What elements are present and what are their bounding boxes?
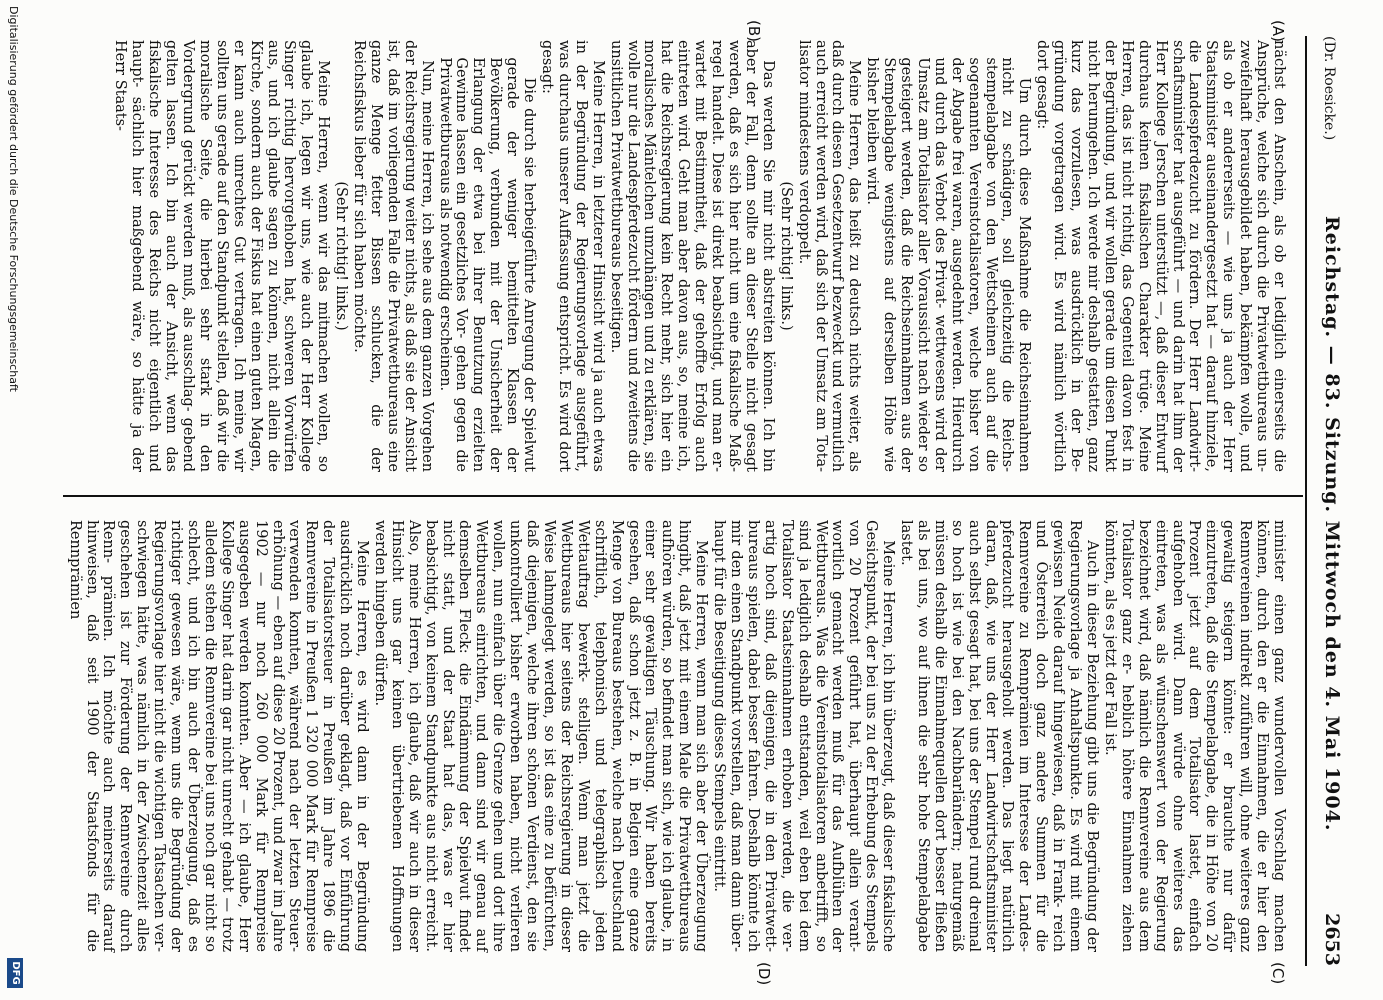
- paragraph: nächst den Anschein, als ob er lediglich einerseits die Ansprüche, welche sich durch die Privatwettbureaus un- zweifelhaft herausgebildet haben, bekämpfen wolle, und als ob er andererseits — wie uns ja auch der Herr Staatsminister auseinandergesetzt hat — darauf hinziele, die Landespferdezucht zu fördern. Der Herr Landwirt- schaftsminister hat ausgeführt — und darin hat ihm der Herr Kollege Jerschen unterstützt —, daß dieser Entwurf durchaus keinen fiskalischen Charakter trüge. Meine Herren, das ist nicht richtig, das Gegenteil davon fest in der Begründung, und wir wollen gerade um diesen Punkt nicht herumgehen. Ich werde mir deshalb gestatten, ganz kurz das vorzulesen, was ausdrücklich in der Be- gründung vorgetragen wird. Es wird nämlich wörtlich dort gesagt:: [1034, 40, 1287, 472]
- digitization-credit: Digitalisierung gefördert durch die Deutsche Forschungsgemeinschaft: [7, 6, 20, 392]
- margin-marker-b: (B): [745, 20, 763, 42]
- page-footer: [0, 0, 27, 1000]
- right-text-column: [66, 520, 1287, 952]
- paragraph: Meine Herren, in letzterer Hinsicht wird ja auch etwas in der Begründung der Regierungsvorlage ausgeführt, was durchaus unserer Auffassung entspricht. Es wird dort gesagt:: [539, 40, 606, 472]
- interjection: (Sehr richtig! links.): [777, 181, 794, 331]
- quote-paragraph: Um durch diese Maßnahme die Reichseinnahmen nicht zu schädigen, soll gleichzeitig die Reichs- stempelabgabe von den Wettscheinen auch auf die sogenannten Vereinstotalisatoren, welche bisher von der Abgabe frei waren, ausgedehnt werden. Hierdurch und durch das Verbot des Privat- wettwesens wird der Umsatz am Totalisator aller Voraussicht nach wieder so gesteigert werden, daß die Reichseinnahmen aus der Stempelabgabe wenigstens auf derselben Höhe wie bisher bleiben wird.: [864, 57, 1033, 472]
- margin-marker-c: (C): [1269, 962, 1287, 985]
- paragraph: Meine Herren, ich bin überzeugt, daß dieser fiskalische Gesichtspunkt, der bei uns zu der Erhebung des Stempels von 20 Prozent geführt hat, überhaupt allein verant- wortlich gemacht werden muß für das Aufblühen der Wettbureaus. Was die Vereinstotalisatoren anbetrifft, so sind ja lediglich deshalb entstanden, weil eben bei dem Totalisator Staatseinnahmen erhoben werden, die ver- artig hoch sind, daß diejenigen, die in den Privatwett- bureaus spielen, dabei besser fahren. Deshalb könnte ich mir den einen Standpunkt vorstellen, daß man dann über- haupt für die Beseitigung dieses Stempels eintritt.: [711, 520, 897, 952]
- margin-marker-d: (D): [755, 962, 773, 986]
- page-number: 2653: [1321, 913, 1343, 966]
- page-header: [1305, 36, 1351, 966]
- column-divider: [63, 495, 1303, 497]
- speaker-label: (Dr. Roesicke.): [1321, 36, 1337, 141]
- page-title: Reichstag. — 83. Sitzung. Mittwoch den 4. Mai 1904.: [1321, 216, 1343, 832]
- interjection: (Sehr richtig! links.): [333, 181, 350, 331]
- paragraph: Meine Herren, das heißt zu deutsch nichts weiter, als daß durch diesen Gesetzentwurf bezweckt und vermutlich auch erreicht werden wird, daß sich der Umsatz am Tota- lisator mindestens verdoppelt.: [795, 40, 863, 472]
- quote-paragraph: Die durch sie herbeigeführte Anregung der Spielwut gerade der weniger bemittelten Klassen der Bevölkerung, verbunden mit der Unsicherheit der Erlangung der etwa bei ihrer Benutzung erzielten Gewinne lassen ein gesetzliches Vor- gehen gegen die Privatwettbureaus als notwendig erscheinen.: [436, 57, 538, 472]
- paragraph: Meine Herren, es wird dann in der Begründung ausdrücklich noch darüber geklagt, daß vor Einführung der Totalisatorsteuer in Preußen im Jahre 1896 die Rennvereine in Preußen 1 320 000 Mark für Rennpreise verwenden konnten, während nach der letzten Steuer- erhöhung — eben auf diese 20 Prozent, und zwar im Jahre 1902 — nur noch 260 000 Mark für Rennpreise ausgegeben werden konnten. Aber — ich glaube, Herr Kollege Singer hat darin gar nicht unrecht gehabt — trotz alledem stehen die Rennvereine bei uns noch gar nicht so schlecht, und ich bin auch der Überzeugung, daß es richtiger gewesen wäre, wenn uns die Begründung der Regierungsvorlage hier nicht die wichtigen Tatsachen ver- schwiegen hätte, was nämlich in der Zwischenzeit alles geschehen ist zur Förderung der Rennvereine durch Renn- prämien. Ich möchte auch meinerseits darauf hinweisen, daß seit 1900 der Staatsfonds für die Rennprämien: [66, 520, 371, 952]
- paragraph: Meine Herren, wenn man sich aber der Überzeugung hingibt, daß jetzt mit einem Male die Privatwettbureaus aufhören würden, so befindet man sich, wie ich glaube, in einer sehr gewaltigen Täuschung. Wir haben bereits gesehen, daß schon jetzt z. B. in Belgien eine ganze Menge von Bureaus bestehen, welche nach Deutschland schriftlich, telephonisch und telegraphisch jeden Wettauftrag bewerk- stelligen. Wenn man jetzt die Wettbureaus hier seitens der Reichsregierung in dieser Weise lahmgelegt werden, so ist das eine zu befürchten, daß diejenigen, welche ihren schönen Verdienst, den sie unkontrolliert bisher erworben haben, nicht verlieren wollen, nun einfach über die Grenze gehen und dort ihre Wettbureaus einrichten, und dann sind wir genau auf demselben Fleck: die Eindämmung der Spielwut findet nicht statt, und der Staat hat das, was er hier beabsichtigt, von keinem Standpunkte aus nicht erreicht. Also, meine Herren, ich glaube, daß wir auch in dieser Hinsicht uns gar keinen übertriebenen Hoffnungen werden hingeben dürfen.: [371, 520, 710, 952]
- paragraph: Meine Herren, wenn wir das mitmachen wollen, so glaube ich, legen wir uns, wie auch der Herr Kollege Singer richtig hervorgehoben hat, schweren Vorwürfen aus, und ich glaube sagen zu können, nicht allein die Kirche, sondern auch der Fiskus hat einen guten Magen, er kann auch unrechtes Gut vertragen. Ich meine, wir sollten uns gerade auf den Standpunkt stellen, daß wir die moralische Seite, die hierbei sehr stark in den Vordergrund gerückt werden muß, als ausschlag- gebend gelten lassen. Ich bin auch der Ansicht, wenn das fiskalische Interesse des Reichs nicht eigentlich und haupt- sächlich hier maßgebend wäre, so hätte ja der Herr Staats-: [112, 40, 332, 472]
- paragraph: Nun, meine Herren, ich sehe aus dem ganzen Vorgehen der Reichsregierung weiter nichts, als daß sie der Ansicht ist, daß im vorliegenden Falle die Privatwettbureaus eine ganze Menge fetter Bissen schlucken, die der Reichsfiskus lieber für sich haben möchte.: [351, 40, 435, 472]
- margin-marker-a: (A): [1269, 20, 1287, 42]
- paragraph: minister einen ganz wundervollen Vorschlag machen können, durch den er die Einnahmen, die er hier den Rennvereinen indirekt zuführen will, ohne weiteres ganz gewaltig steigern könnte: er brauchte nur dafür einzutreten, daß die Stempelabgabe, die in Höhe von 20 Prozent jetzt auf dem Totalisator lastet, einfach aufgehoben wird. Dann würde ohne weiteres das eintreten, was als wünschenswert von der Regierung bezeichnet wird, daß nämlich die Rennvereine aus dem Totalisator ganz er- heblich höhere Einnahmen ziehen könnten, als es jetzt der Fall ist.: [1101, 520, 1287, 952]
- dfg-logo: DFG: [7, 958, 23, 988]
- left-text-column: [77, 40, 1287, 472]
- paragraph: Auch in dieser Beziehung gibt uns die Begründung der Regierungsvorlage ja Anhaltspunkte. Es wird mit einem gewissen Neide darauf hingewiesen, daß in Frank- reich und Österreich doch ganz andere Summen für die Rennvereine zu Rennprämien im Interesse der Landes- pferdezucht herausgeholt werden. Das liegt natürlich daran, daß, wie uns der Herr Landwirtschaftsminister auch selbst gesagt hat, bei uns der Stempel rund dreimal so hoch ist wie bei den Nachbarländern; naturgemäß müssen deshalb die Einnahmequellen dort besser fließen als bei uns, wo auf ihnen die sehr hohe Stempelabgabe lastet.: [898, 520, 1101, 952]
- paragraph: Das werden Sie mir nicht abstreiten können. Ich bin aber der Fall, denn sollte an dieser Stelle nicht gesagt werden, daß es sich hier nicht um eine fiskalische Maß- regel handelt. Diese ist direkt beabsichtigt, und man er- wartet mit Bestimmtheit, daß der gehoffte Erfolg auch eintreten wird. Geht man aber davon aus, so, meine ich, hat die Reichsregierung kein Recht mehr, sich hier ein moralisches Mäntelchen umzuhängen und zu erklären, sie wolle nur die Landespferdezucht fördern und zweitens die unsittlichen Privatwettbureaus beseitigen.: [607, 40, 776, 472]
